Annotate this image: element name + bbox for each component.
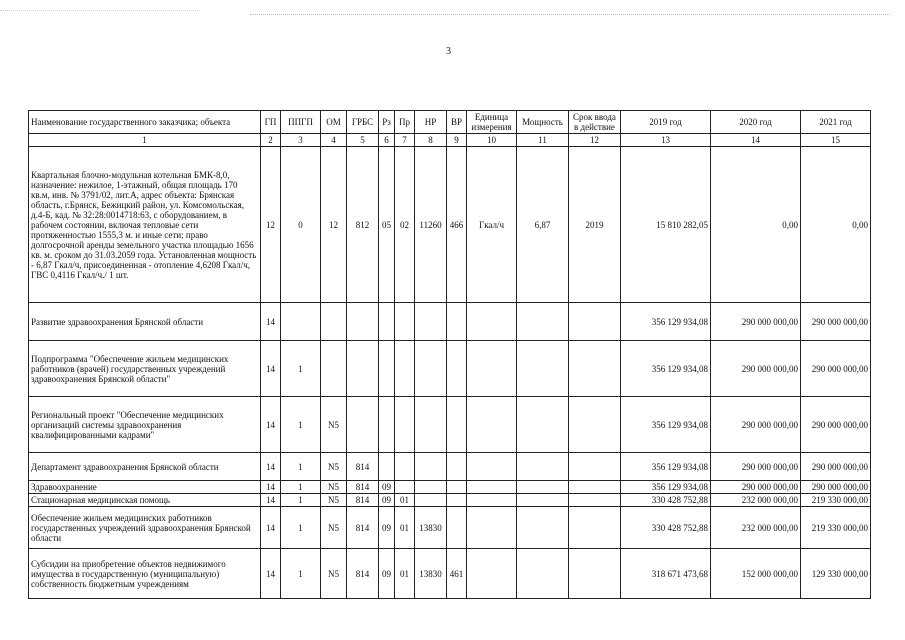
object-name: Подпрограмма "Обеспечение жильем медицинских работников (врачей) государственных учреждений здравоохранения Брянской области" (29, 341, 261, 397)
amount-2019: 356 129 934,08 (621, 453, 711, 481)
col-np-header: НР (415, 111, 447, 134)
object-name: Субсидии на приобретение объектов недвижимого имущества в государственную (муниципальную) собственность бюджетным учреждениям (29, 549, 261, 599)
object-name: Региональный проект "Обеспечение медицинских организаций системы здравоохранения квалифицированными кадрами" (29, 397, 261, 453)
unit-cell (467, 341, 517, 397)
col-2020-header: 2020 год (711, 111, 801, 134)
col-rz-header: Рз (379, 111, 395, 134)
ppgp-cell: 0 (281, 147, 321, 303)
amount-2021: 290 000 000,00 (801, 453, 871, 481)
amount-2019: 356 129 934,08 (621, 303, 711, 341)
gp-cell: 14 (261, 549, 281, 599)
power-cell (517, 341, 569, 397)
unit-cell (467, 481, 517, 494)
column-index: 4 (321, 134, 347, 147)
column-index: 13 (621, 134, 711, 147)
object-name: Здравоохранение (29, 481, 261, 494)
budget-table (28, 110, 871, 599)
pr-cell (395, 453, 415, 481)
np-cell (415, 303, 447, 341)
column-index: 9 (447, 134, 467, 147)
amount-2021: 0,00 (801, 147, 871, 303)
column-index: 15 (801, 134, 871, 147)
grbs-cell: 814 (347, 481, 379, 494)
gp-cell: 12 (261, 147, 281, 303)
unit-cell (467, 494, 517, 507)
column-index-row (29, 134, 871, 147)
amount-2020: 290 000 000,00 (711, 303, 801, 341)
om-cell: N5 (321, 494, 347, 507)
grbs-cell: 814 (347, 549, 379, 599)
gp-cell: 14 (261, 494, 281, 507)
amount-2020: 290 000 000,00 (711, 453, 801, 481)
page-number: 3 (446, 46, 451, 57)
np-cell (415, 481, 447, 494)
vr-cell (447, 481, 467, 494)
column-index: 14 (711, 134, 801, 147)
unit-cell (467, 453, 517, 481)
np-cell (415, 397, 447, 453)
column-index: 8 (415, 134, 447, 147)
column-index: 1 (29, 134, 261, 147)
rz-cell (379, 341, 395, 397)
rz-cell (379, 397, 395, 453)
unit-cell (467, 507, 517, 549)
term-cell (569, 494, 621, 507)
col-unit-header: Единица измерения (467, 111, 517, 134)
power-cell (517, 481, 569, 494)
object-name: Департамент здравоохранения Брянской области (29, 453, 261, 481)
vr-cell (447, 453, 467, 481)
unit-cell (467, 303, 517, 341)
np-cell: 11260 (415, 147, 447, 303)
power-cell (517, 303, 569, 341)
rz-cell (379, 303, 395, 341)
col-power-header: Мощность (517, 111, 569, 134)
term-cell (569, 341, 621, 397)
ppgp-cell: 1 (281, 341, 321, 397)
np-cell (415, 494, 447, 507)
pr-cell (395, 303, 415, 341)
gp-cell: 14 (261, 397, 281, 453)
col-2021-header: 2021 год (801, 111, 871, 134)
object-name: Стационарная медицинская помощь (29, 494, 261, 507)
rz-cell: 09 (379, 507, 395, 549)
om-cell: N5 (321, 397, 347, 453)
column-index: 7 (395, 134, 415, 147)
pr-cell: 01 (395, 494, 415, 507)
amount-2020: 232 000 000,00 (711, 494, 801, 507)
amount-2019: 356 129 934,08 (621, 397, 711, 453)
amount-2021: 129 330 000,00 (801, 549, 871, 599)
amount-2021: 290 000 000,00 (801, 341, 871, 397)
ppgp-cell: 1 (281, 481, 321, 494)
vr-cell: 466 (447, 147, 467, 303)
np-cell: 13830 (415, 549, 447, 599)
col-pr-header: Пр (395, 111, 415, 134)
unit-cell (467, 397, 517, 453)
amount-2020: 290 000 000,00 (711, 397, 801, 453)
table-row (29, 481, 871, 494)
col-ppgp-header: ППГП (281, 111, 321, 134)
rz-cell: 09 (379, 481, 395, 494)
amount-2020: 0,00 (711, 147, 801, 303)
amount-2021: 290 000 000,00 (801, 481, 871, 494)
vr-cell (447, 397, 467, 453)
scan-artifact (250, 14, 890, 17)
term-cell (569, 507, 621, 549)
ppgp-cell: 1 (281, 453, 321, 481)
rz-cell (379, 453, 395, 481)
power-cell (517, 494, 569, 507)
pr-cell (395, 341, 415, 397)
col-2019-header: 2019 год (621, 111, 711, 134)
amount-2021: 290 000 000,00 (801, 303, 871, 341)
ppgp-cell: 1 (281, 397, 321, 453)
table-row (29, 494, 871, 507)
pr-cell: 02 (395, 147, 415, 303)
ppgp-cell: 1 (281, 507, 321, 549)
term-cell (569, 549, 621, 599)
gp-cell: 14 (261, 303, 281, 341)
ppgp-cell (281, 303, 321, 341)
term-cell (569, 397, 621, 453)
rz-cell: 09 (379, 494, 395, 507)
np-cell (415, 453, 447, 481)
pr-cell: 01 (395, 549, 415, 599)
table-row (29, 549, 871, 599)
gp-cell: 14 (261, 453, 281, 481)
table-row (29, 147, 871, 303)
col-name-header: Наименование государственного заказчика; объекта (29, 111, 261, 134)
power-cell (517, 549, 569, 599)
object-name: Развитие здравоохранения Брянской области (29, 303, 261, 341)
power-cell (517, 507, 569, 549)
gp-cell: 14 (261, 341, 281, 397)
grbs-cell: 814 (347, 453, 379, 481)
gp-cell: 14 (261, 481, 281, 494)
col-term-header: Срок ввода в действие (569, 111, 621, 134)
grbs-cell: 812 (347, 147, 379, 303)
column-index: 5 (347, 134, 379, 147)
col-grbs-header: ГРБС (347, 111, 379, 134)
amount-2021: 290 000 000,00 (801, 397, 871, 453)
amount-2020: 232 000 000,00 (711, 507, 801, 549)
rz-cell: 09 (379, 549, 395, 599)
om-cell: N5 (321, 549, 347, 599)
vr-cell (447, 494, 467, 507)
amount-2021: 219 330 000,00 (801, 507, 871, 549)
pr-cell (395, 481, 415, 494)
ppgp-cell: 1 (281, 549, 321, 599)
power-cell (517, 397, 569, 453)
amount-2019: 330 428 752,88 (621, 494, 711, 507)
grbs-cell (347, 341, 379, 397)
grbs-cell (347, 397, 379, 453)
amount-2019: 15 810 282,05 (621, 147, 711, 303)
term-cell (569, 453, 621, 481)
om-cell: N5 (321, 453, 347, 481)
table-row (29, 341, 871, 397)
object-name: Обеспечение жильем медицинских работников государственных учреждений здравоохранения Брянской области (29, 507, 261, 549)
amount-2020: 152 000 000,00 (711, 549, 801, 599)
scan-artifact (0, 10, 200, 13)
table-row (29, 453, 871, 481)
pr-cell: 01 (395, 507, 415, 549)
rz-cell: 05 (379, 147, 395, 303)
om-cell (321, 303, 347, 341)
grbs-cell: 814 (347, 507, 379, 549)
gp-cell: 14 (261, 507, 281, 549)
col-vr-header: ВР (447, 111, 467, 134)
column-index: 11 (517, 134, 569, 147)
np-cell: 13830 (415, 507, 447, 549)
vr-cell (447, 341, 467, 397)
amount-2020: 290 000 000,00 (711, 341, 801, 397)
column-index: 6 (379, 134, 395, 147)
amount-2019: 318 671 473,68 (621, 549, 711, 599)
om-cell: N5 (321, 481, 347, 494)
header-row (29, 111, 871, 134)
om-cell (321, 341, 347, 397)
unit-cell: Гкал/ч (467, 147, 517, 303)
term-cell: 2019 (569, 147, 621, 303)
col-om-header: ОМ (321, 111, 347, 134)
column-index: 10 (467, 134, 517, 147)
np-cell (415, 341, 447, 397)
term-cell (569, 481, 621, 494)
unit-cell (467, 549, 517, 599)
amount-2019: 356 129 934,08 (621, 341, 711, 397)
amount-2020: 290 000 000,00 (711, 481, 801, 494)
vr-cell (447, 303, 467, 341)
column-index: 2 (261, 134, 281, 147)
ppgp-cell: 1 (281, 494, 321, 507)
amount-2019: 330 428 752,88 (621, 507, 711, 549)
om-cell: N5 (321, 507, 347, 549)
power-cell (517, 453, 569, 481)
om-cell: 12 (321, 147, 347, 303)
amount-2021: 219 330 000,00 (801, 494, 871, 507)
term-cell (569, 303, 621, 341)
table-row (29, 303, 871, 341)
power-cell: 6,87 (517, 147, 569, 303)
table-row (29, 507, 871, 549)
grbs-cell: 814 (347, 494, 379, 507)
grbs-cell (347, 303, 379, 341)
table-row (29, 397, 871, 453)
col-gp-header: ГП (261, 111, 281, 134)
column-index: 12 (569, 134, 621, 147)
column-index: 3 (281, 134, 321, 147)
vr-cell (447, 507, 467, 549)
pr-cell (395, 397, 415, 453)
object-name: Квартальная блочно-модульная котельная БМК-8,0, назначение: нежилое, 1-этажный, общая площадь 170 кв.м, инв. № 3791/02, лит.А, адрес объекта: Брянская область, г.Брянск, Бежицкий район, ул. Комсомольская, д.4-Б, кад. № 32:28:0014718:63, с оборудованием, в рабочем состоянии, включая тепловые сети протяженностью 1555,3 м. и иные сети; право долгосрочной аренды земельного участка площадью 1656 кв. м. сроком до 31.03.2059 года. Установленная мощность - 6,87 Гкал/ч, присоединенная - отопление 4,6208 Гкал/ч, ГВС 0,4116 Гкал/ч./ 1 шт. (29, 147, 261, 303)
amount-2019: 356 129 934,08 (621, 481, 711, 494)
vr-cell: 461 (447, 549, 467, 599)
